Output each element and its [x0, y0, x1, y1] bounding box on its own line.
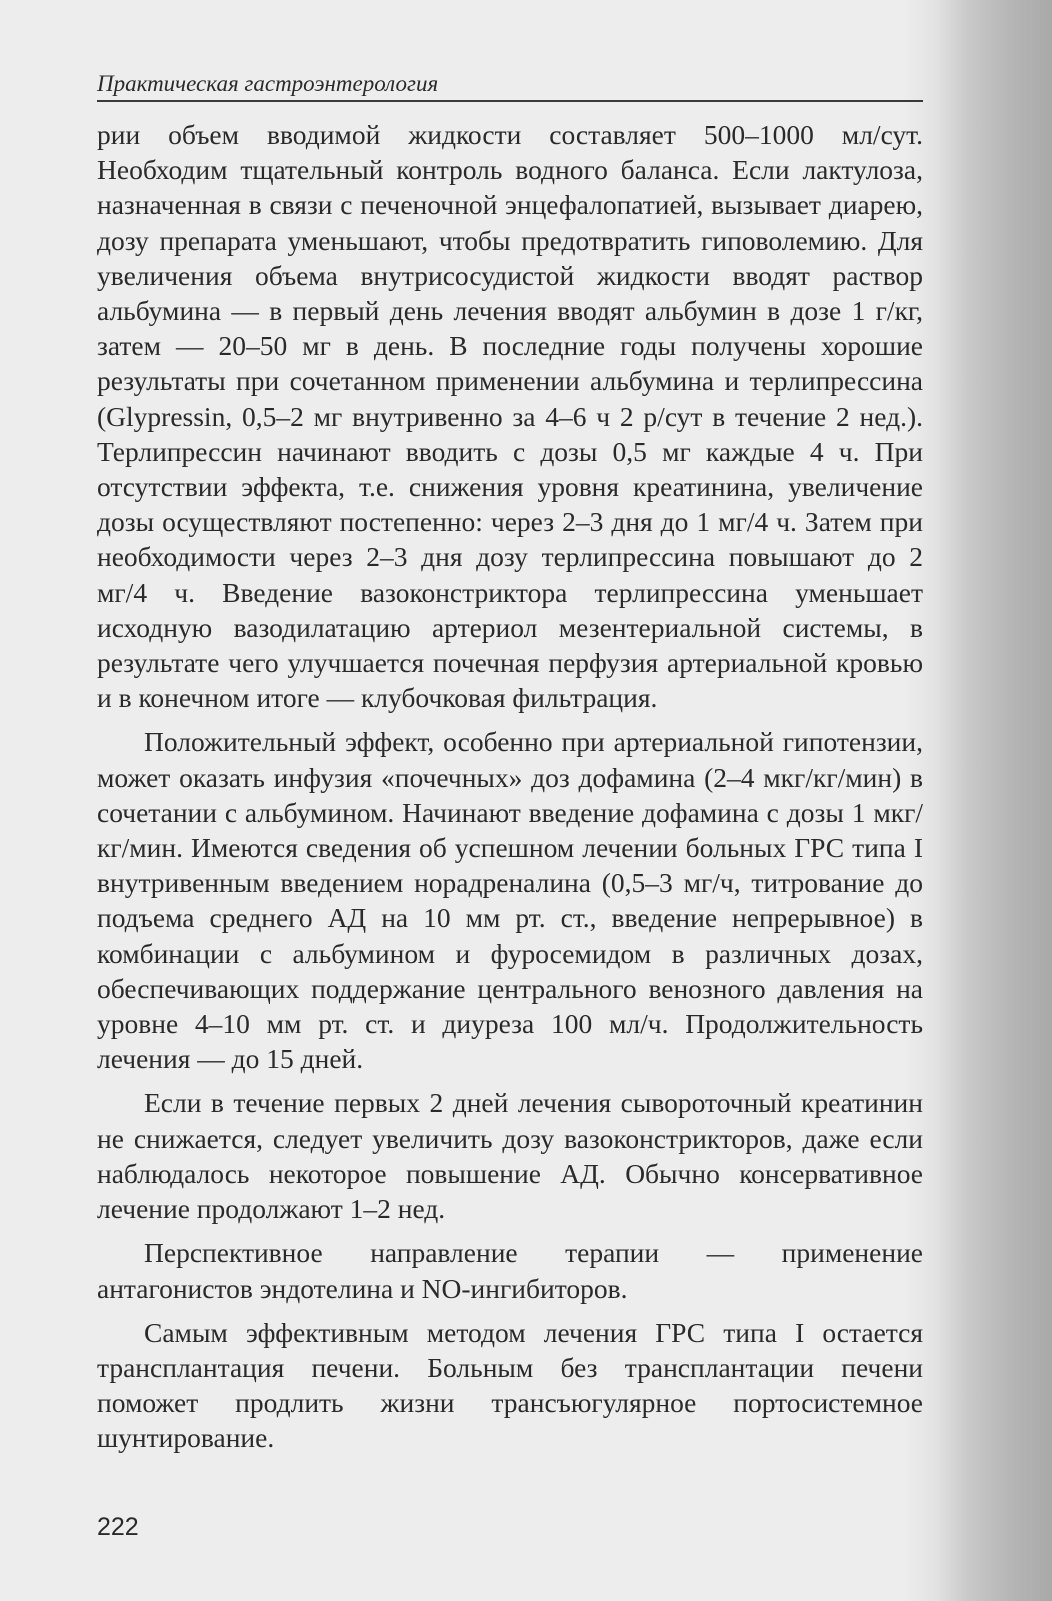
paragraph-2: Положительный эффект, особенно при артериальной гипотензии, может оказать инфузия «почечных» доз дофамина (2–4 мкг/кг/мин) в сочетании с альбумином. Начинают введение дофамина с дозы 1 мкг/кг/мин. Имеются сведения об успешном лечении больных ГРС типа I внутривенным введением норадреналина (0,5–3 мг/ч, титрование до подъема среднего АД на 10 мм рт. ст., введение непрерывное) в комбинации с альбумином и фуросемидом в различных дозах, обеспечивающих поддержание центрального венозного давления на уровне 4–10 мм рт. ст. и диуреза 100 мл/ч. Продолжительность лечения — до 15 дней. [97, 726, 923, 1075]
paragraph-4: Перспективное направление терапии — применение антагонистов эндотелина и NO-ингибиторов. [97, 1237, 923, 1304]
paragraph-1: рии объем вводимой жидкости составляет 500–1000 мл/сут. Необходим тщательный контроль водного баланса. Если лактулоза, назначенная в связи с печеночной энцефалопатией, вызывает диарею, дозу препарата уменьшают, чтобы предотвратить гиповолемию. Для увеличения объема внутрисосудистой жидкости вводят раствор альбумина — в первый день лечения вводят альбумин в дозе 1 г/кг, затем — 20–50 мг в день. В последние годы получены хорошие результаты при сочетанном применении альбумина и терлипрессина (Glypressin, 0,5–2 мг внутривенно за 4–6 ч 2 р/сут в течение 2 нед.). Терлипрессин начинают вводить с дозы 0,5 мг каждые 4 ч. При отсутствии эффекта, т.е. снижения уровня креатинина, увеличение дозы осуществляют постепенно: через 2–3 дня до 1 мг/4 ч. Затем при необходимости через 2–3 дня дозу терлипрессина повышают до 2 мг/4 ч. Введение вазоконстриктора терлипрессина уменьшает исходную вазодилатацию артериол мезентериальной системы, в результате чего улучшается почечная перфузия артериальной кровью и в конечном итоге — клубочковая фильтрация. [97, 119, 923, 714]
page-number: 222 [97, 1513, 139, 1541]
paragraph-3: Если в течение первых 2 дней лечения сывороточный креатинин не снижается, следует увеличить дозу вазоконстрикторов, даже если наблюдалось некоторое повышение АД. Обычно консервативное лечение продолжают 1–2 нед. [97, 1087, 923, 1225]
body-text [97, 117, 923, 1465]
running-header: Практическая гастроэнтерология [97, 70, 923, 102]
paragraph-5: Самым эффективным методом лечения ГРС типа I остается трансплантация печени. Больным без трансплантации печени поможет продлить жизни трансъюгулярное портосистемное шунтирование. [97, 1316, 923, 1454]
